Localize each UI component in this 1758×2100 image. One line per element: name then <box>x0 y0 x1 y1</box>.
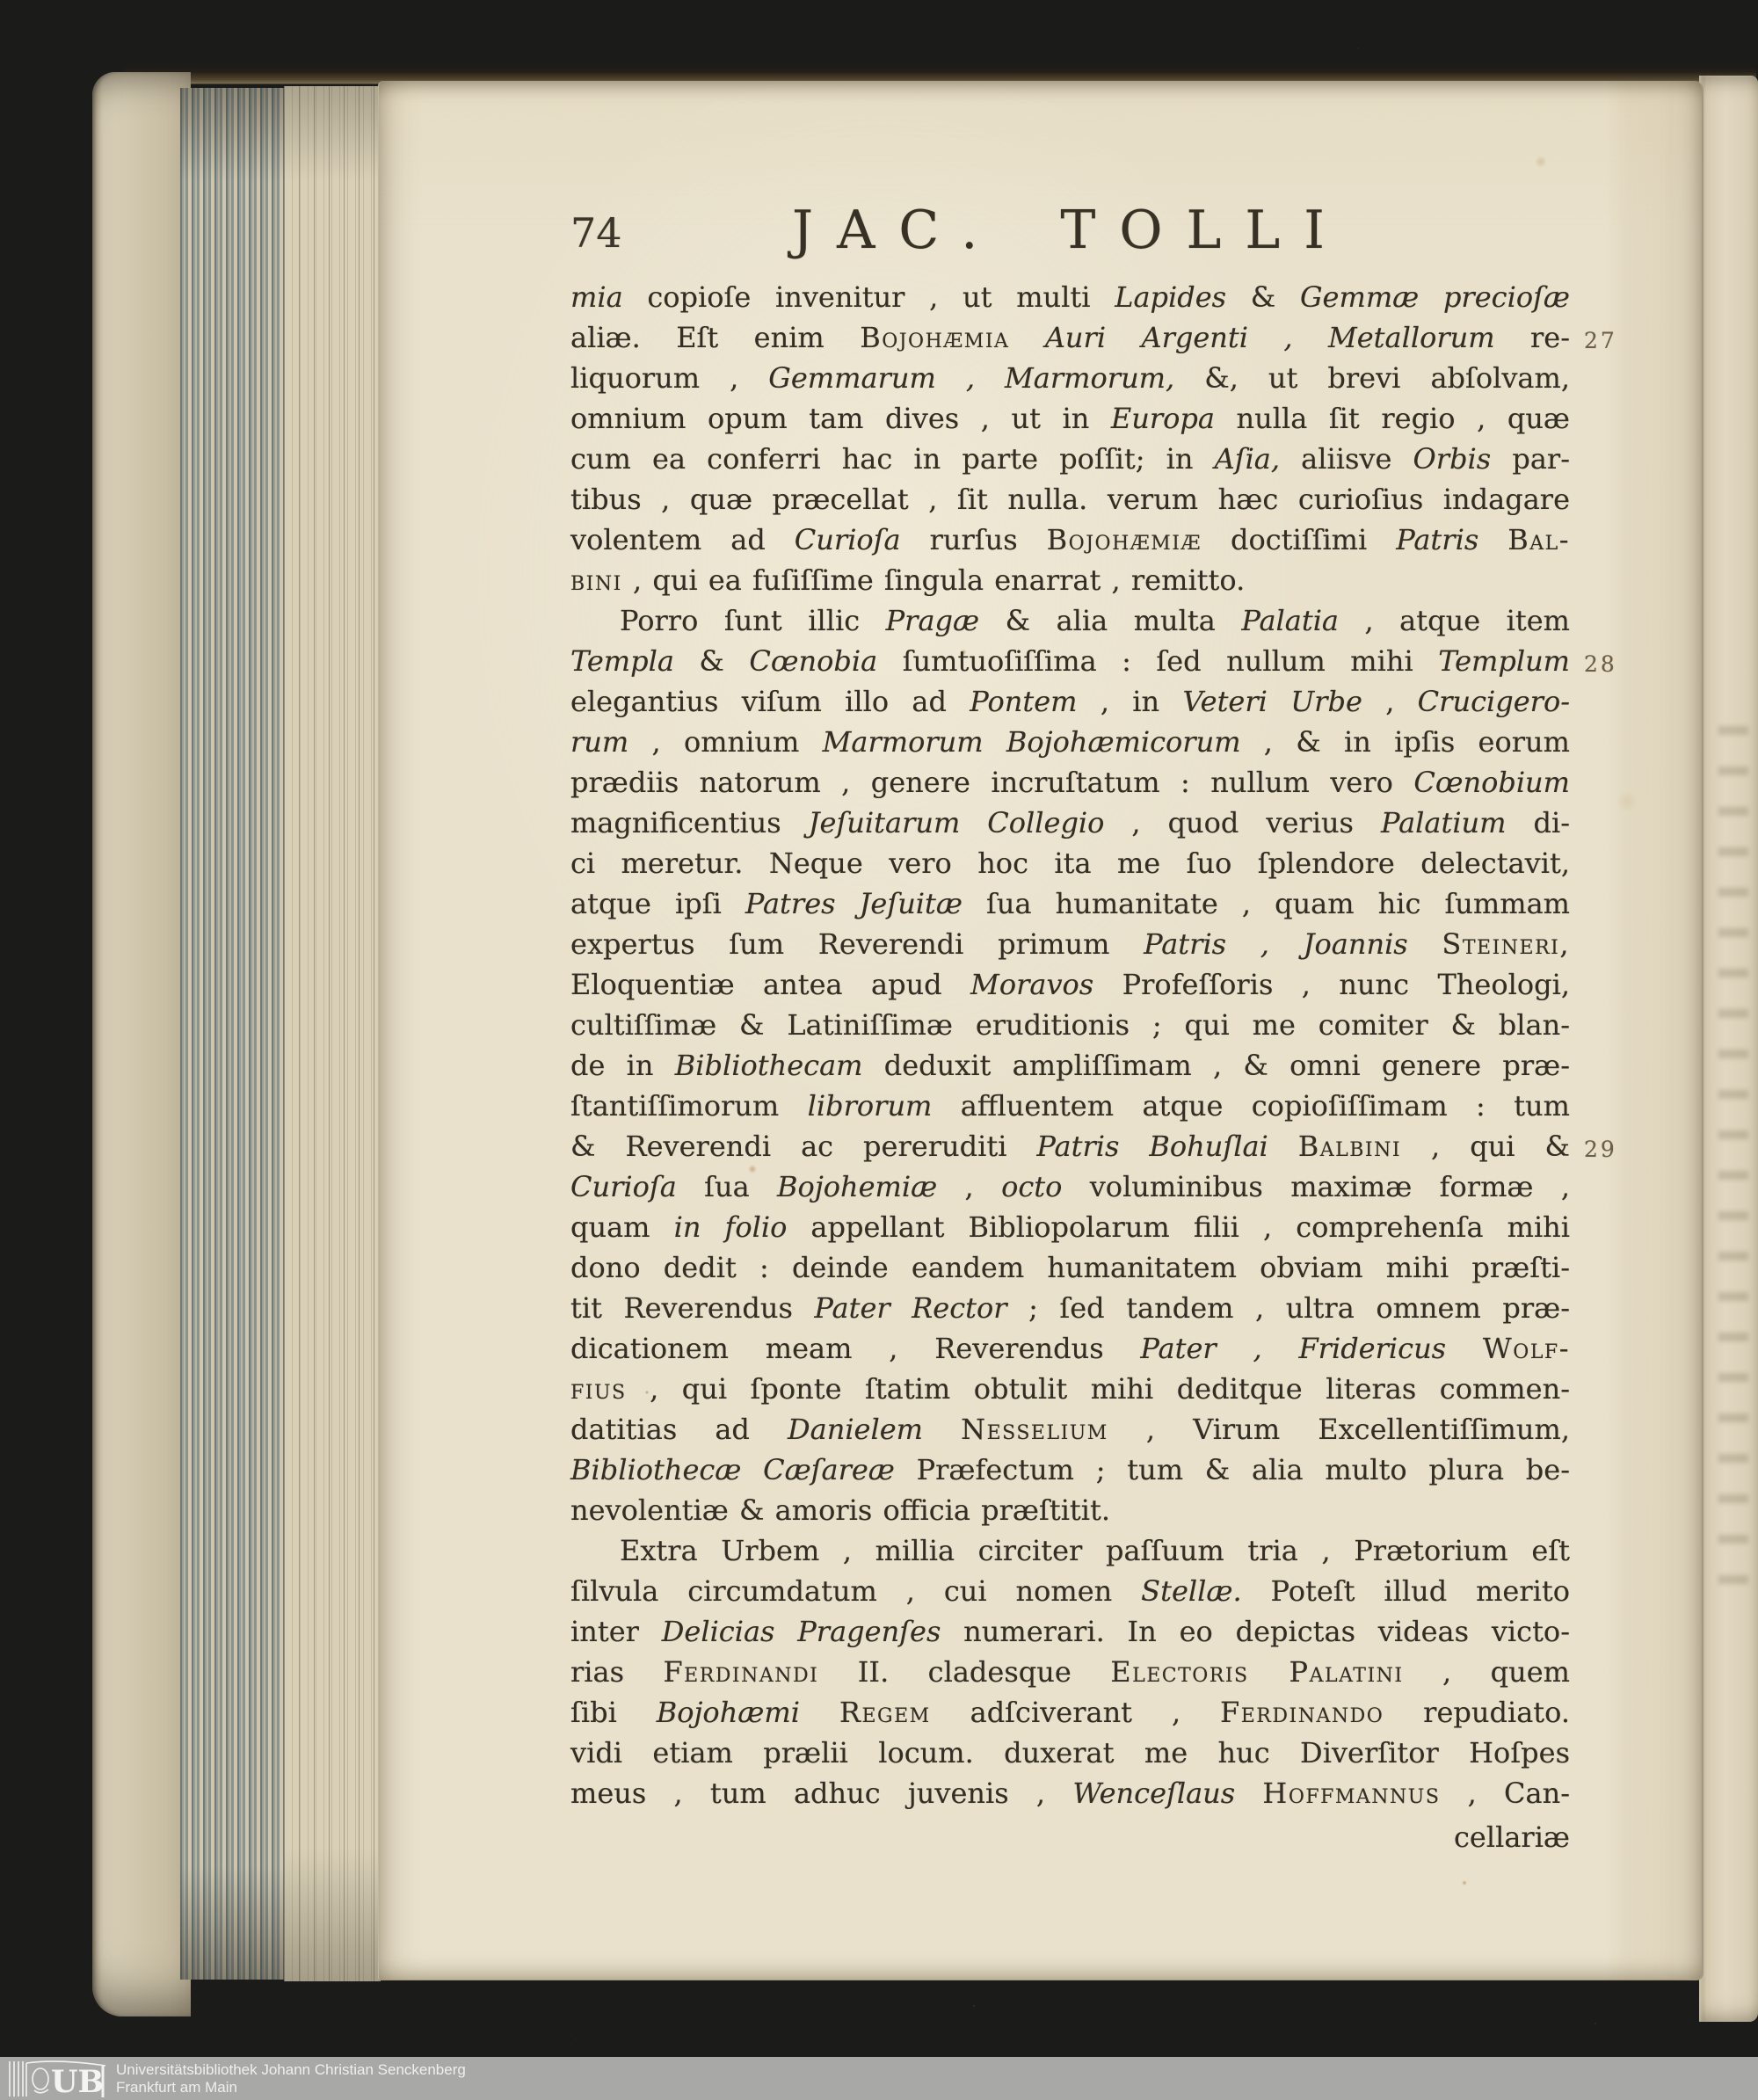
text-line: expertus ſum Reverendi primum Patris , Joannis Steineri, <box>570 927 1571 961</box>
running-header: JAC. TOLLI <box>792 200 1348 261</box>
text-line: cum ea conferri hac in parte poſſit; in Aſia, aliisve Orbis par- <box>570 442 1571 476</box>
text-line: rias Ferdinandi II. cladesque Electoris Palatini , quem <box>570 1655 1570 1689</box>
margin-note: 29 <box>1584 1137 1617 1162</box>
text-line: prædiis natorum , genere incruſtatum : nullum vero Cœnobium <box>570 766 1570 799</box>
text-line: Eloquentiæ antea apud Moravos Profeſſoris , nunc Theologi, <box>570 968 1571 1001</box>
text-line: mia copioſe invenitur , ut multi Lapides & Gemmæ precioſæ <box>570 280 1571 314</box>
text-line: atque ipſi Patres Jeſuitæ ſua humanitate , quam hic ſummam <box>570 887 1571 920</box>
text-line: Bibliothecæ Cæſareæ Præfectum ; tum & alia multo plura be- <box>570 1453 1571 1486</box>
margin-note: 28 <box>1584 651 1617 677</box>
text-line: quam in folio appellant Bibliopolarum filii , comprehenſa mihi <box>570 1210 1571 1244</box>
text-line: omnium opum tam dives , ut in Europa nulla ſit regio , quæ <box>570 402 1571 435</box>
text-line: tit Reverendus Pater Rector ; ſed tandem , ultra omnem præ- <box>570 1291 1571 1325</box>
book-cover-edge <box>92 72 191 2016</box>
page-edge-stack-light <box>284 86 381 1981</box>
text-line: de in Bibliothecam deduxit ampliſſimam , & omni genere præ- <box>570 1049 1571 1082</box>
text-line: vidi etiam prælii locum. duxerat me huc Diverſitor Hoſpes <box>570 1736 1570 1769</box>
text-line: Porro ſunt illic Pragæ & alia multa Palatia , atque item <box>620 604 1571 637</box>
text-line: cultiſſimæ & Latiniſſimæ eruditionis ; qui me comiter & blan- <box>570 1008 1570 1042</box>
text-line: datitias ad Danielem Nesselium , Virum Excellentiſſimum, <box>570 1413 1571 1446</box>
library-banner <box>0 2057 1758 2100</box>
next-page-edge <box>1699 76 1758 2022</box>
catchword: cellariæ <box>1453 1820 1570 1854</box>
text-line: nevolentiæ & amoris officia præſtitit. <box>570 1493 1111 1527</box>
text-line: meus , tum adhuc juvenis , Wenceſlaus Hoffmannus , Can- <box>570 1777 1571 1810</box>
text-line: & Reverendi ac pereruditi Patris Bohuſlai Balbini , qui & 29 <box>570 1130 1617 1163</box>
text-line: rum , omnium Marmorum Bojohæmicorum , & in ipſis eorum <box>570 725 1571 759</box>
text-line: magnificentius Jeſuitarum Collegio , quod verius Palatium di- <box>570 806 1571 839</box>
text-line: ci meretur. Neque vero hoc ita me ſuo ſplendore delectavit, <box>570 847 1570 880</box>
text-line: ſilvula circumdatum , cui nomen Stellæ. Poteſt illud merito <box>570 1574 1571 1608</box>
text-line: aliæ. Eſt enim Bojohæmia Auri Argenti , Metallorum re- 27 <box>570 321 1617 354</box>
text-line: elegantius viſum illo ad Pontem , in Veteri Urbe , Crucigero- <box>570 685 1571 718</box>
text-line: tibus , quæ præcellat , ſit nulla. verum hæc curioſius indagare <box>570 483 1570 516</box>
text-line: Extra Urbem , millia circiter paſſuum tria , Prætorium eſt <box>620 1534 1570 1567</box>
library-name: Universitätsbibliothek Johann Christian Senckenberg <box>116 2061 466 2078</box>
text-line: bini , qui ea fuſiſſime ſingula enarrat , remitto. <box>570 563 1246 597</box>
ub-logo <box>7 2059 108 2097</box>
library-location: Frankfurt am Main <box>116 2079 237 2096</box>
text-line: Curioſa ſua Bojohemiæ , octo voluminibus maximæ formæ , <box>570 1170 1570 1203</box>
text-line: liquorum , Gemmarum , Marmorum, &, ut brevi abſolvam, <box>570 361 1571 395</box>
book-page <box>378 81 1704 1980</box>
page-edge-stack-dark <box>180 88 284 1980</box>
text-line: fius , qui ſponte ſtatim obtulit mihi deditque literas commen- <box>570 1372 1570 1406</box>
ub-logo-text: UB <box>51 2064 105 2097</box>
text-line: dicationem meam , Reverendus Pater , Fridericus Wolf- <box>570 1332 1571 1365</box>
text-line: dono dedit : deinde eandem humanitatem obviam mihi præſti- <box>570 1251 1570 1284</box>
page-number: 74 <box>570 209 622 257</box>
text-line: Templa & Cœnobia ſumtuoſiſſima : ſed nullum mihi Templum 28 <box>570 644 1617 678</box>
text-line: inter Delicias Pragenſes numerari. In eo depictas videas victo- <box>570 1615 1571 1648</box>
text-line: ſtantiſſimorum librorum affluentem atque copioſiſſimam : tum <box>570 1089 1571 1123</box>
text-block <box>570 277 1617 1813</box>
text-line: volentem ad Curioſa rurſus Bojohæmiæ doctiſſimi Patris Bal- <box>570 523 1571 556</box>
margin-note: 27 <box>1584 328 1617 353</box>
text-line: ſibi Bojohæmi Regem adſciverant , Ferdinando repudiato. <box>570 1696 1571 1729</box>
